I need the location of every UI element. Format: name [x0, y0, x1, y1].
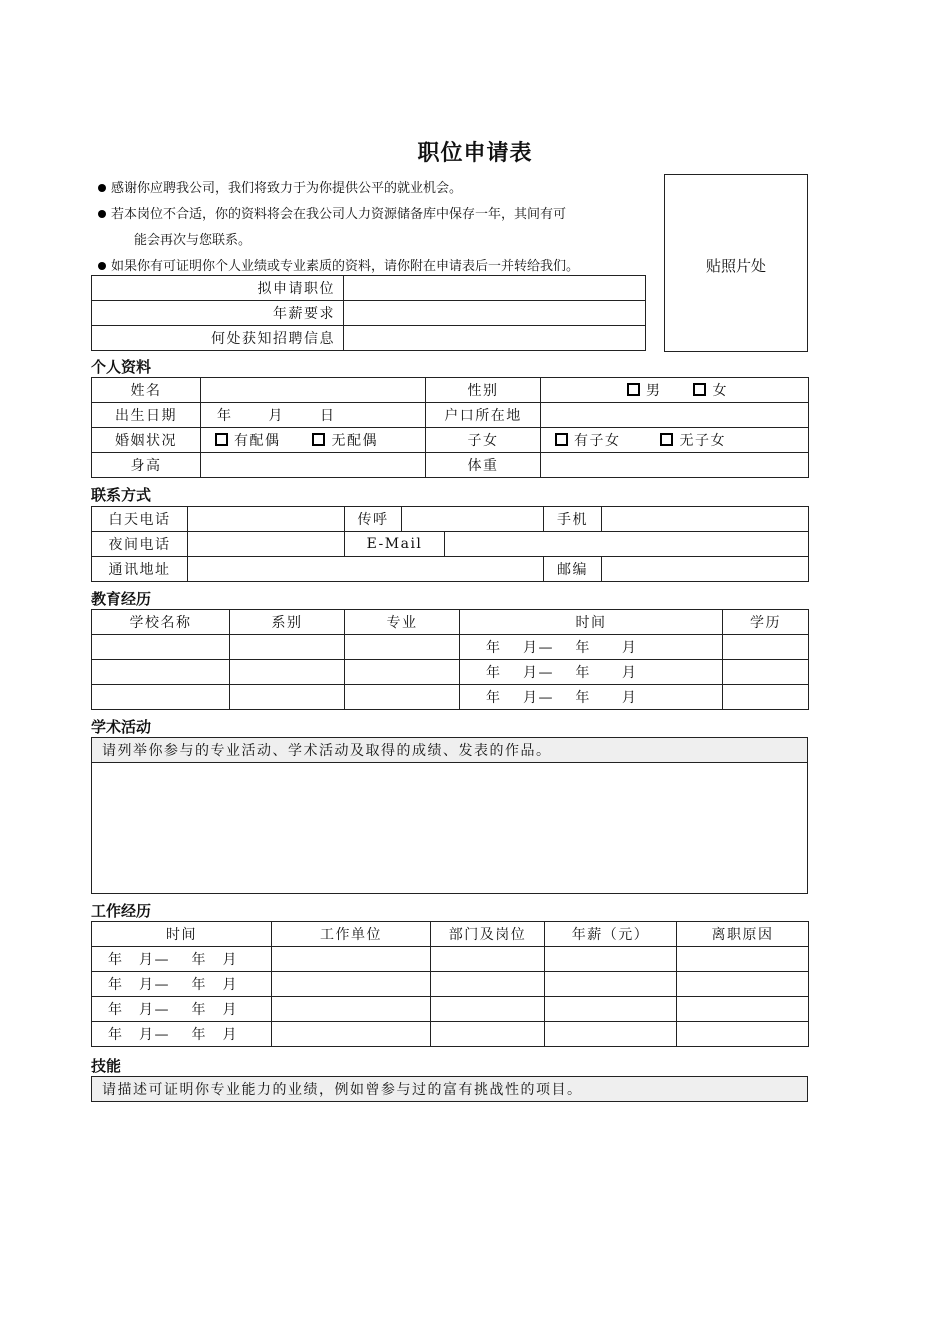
marriage-label: 婚姻状况 — [92, 428, 201, 453]
work-employer-cell[interactable] — [272, 947, 431, 972]
work-employer-cell[interactable] — [272, 997, 431, 1022]
name-field[interactable] — [201, 378, 426, 403]
female-label: 女 — [712, 383, 728, 399]
table-row — [92, 972, 809, 997]
gender-label: 性别 — [426, 378, 541, 403]
male-checkbox[interactable] — [627, 383, 640, 396]
table-row — [92, 635, 809, 660]
table-row — [92, 660, 809, 685]
edu-school-cell[interactable] — [92, 635, 230, 660]
edu-dept-cell[interactable] — [230, 660, 345, 685]
work-reason-cell[interactable] — [677, 1022, 809, 1047]
intro-note-2-cont: 能会再次与您联系。 — [134, 233, 252, 248]
edu-degree-cell[interactable] — [723, 685, 809, 710]
source-label: 何处获知招聘信息 — [92, 326, 344, 351]
pager-field[interactable] — [402, 507, 544, 532]
female-checkbox[interactable] — [693, 383, 706, 396]
edu-header-time: 时间 — [460, 610, 723, 635]
work-header-reason: 离职原因 — [677, 922, 809, 947]
postcode-label: 邮编 — [544, 557, 602, 582]
marriage-field — [201, 428, 426, 453]
male-label: 男 — [646, 383, 662, 399]
height-label: 身高 — [92, 453, 201, 478]
table-row — [92, 1022, 809, 1047]
work-employer-cell[interactable] — [272, 1022, 431, 1047]
address-field[interactable] — [188, 557, 544, 582]
work-header-position: 部门及岗位 — [431, 922, 545, 947]
work-time-cell[interactable]: 年 月— 年 月 — [92, 947, 272, 972]
work-position-cell[interactable] — [431, 997, 545, 1022]
birth-year: 年 — [217, 408, 233, 424]
hukou-label: 户口所在地 — [426, 403, 541, 428]
mobile-label: 手机 — [544, 507, 602, 532]
single-checkbox[interactable] — [312, 433, 325, 446]
edu-dept-cell[interactable] — [230, 635, 345, 660]
edu-header-department: 系别 — [230, 610, 345, 635]
photo-box[interactable] — [664, 174, 808, 352]
work-salary-cell[interactable] — [545, 947, 677, 972]
work-time-cell[interactable]: 年 月— 年 月 — [92, 997, 272, 1022]
photo-label: 贴照片处 — [705, 257, 766, 275]
email-label: E-Mail — [345, 532, 445, 557]
personal-table — [91, 377, 809, 478]
edu-dept-cell[interactable] — [230, 685, 345, 710]
edu-major-cell[interactable] — [345, 685, 460, 710]
education-table — [91, 609, 809, 710]
work-salary-cell[interactable] — [545, 1022, 677, 1047]
skills-heading: 技能 — [91, 1057, 122, 1075]
edu-school-cell[interactable] — [92, 660, 230, 685]
work-reason-cell[interactable] — [677, 972, 809, 997]
position-field[interactable] — [344, 276, 646, 301]
children-label: 子女 — [426, 428, 541, 453]
night-phone-label: 夜间电话 — [92, 532, 188, 557]
table-row — [92, 685, 809, 710]
skills-table — [91, 1076, 808, 1102]
has-children-checkbox[interactable] — [555, 433, 568, 446]
skills-prompt[interactable]: 请描述可证明你专业能力的业绩，例如曾参与过的富有挑战性的项目。 — [92, 1077, 808, 1102]
intro-notes — [98, 176, 658, 280]
work-time-cell[interactable]: 年 月— 年 月 — [92, 972, 272, 997]
intro-note-1: 感谢你应聘我公司，我们将致力于为你提供公平的就业机会。 — [98, 176, 658, 202]
academic-heading: 学术活动 — [91, 718, 152, 736]
has-children-label: 有子女 — [574, 433, 621, 449]
edu-major-cell[interactable] — [345, 660, 460, 685]
edu-degree-cell[interactable] — [723, 660, 809, 685]
edu-time-cell[interactable]: 年 月— 年 月 — [460, 685, 723, 710]
work-position-cell[interactable] — [431, 947, 545, 972]
work-reason-cell[interactable] — [677, 997, 809, 1022]
edu-time-cell[interactable]: 年 月— 年 月 — [460, 635, 723, 660]
birth-month: 月 — [268, 408, 284, 424]
work-time-cell[interactable]: 年 月— 年 月 — [92, 1022, 272, 1047]
work-position-cell[interactable] — [431, 1022, 545, 1047]
address-label: 通讯地址 — [92, 557, 188, 582]
edu-header-degree: 学历 — [723, 610, 809, 635]
intro-note-2: 若本岗位不合适，你的资料将会在我公司人力资源储备库中保存一年，其间有可 — [98, 202, 658, 228]
edu-major-cell[interactable] — [345, 635, 460, 660]
edu-header-major: 专业 — [345, 610, 460, 635]
postcode-field[interactable] — [602, 557, 809, 582]
name-label: 姓名 — [92, 378, 201, 403]
work-header-time: 时间 — [92, 922, 272, 947]
single-label: 无配偶 — [331, 433, 378, 449]
application-table — [91, 275, 646, 351]
work-heading: 工作经历 — [91, 902, 152, 920]
pager-label: 传呼 — [345, 507, 402, 532]
height-field[interactable] — [201, 453, 426, 478]
married-checkbox[interactable] — [215, 433, 228, 446]
birth-label: 出生日期 — [92, 403, 201, 428]
bullet-icon — [98, 184, 106, 192]
bullet-icon — [98, 210, 106, 218]
weight-label: 体重 — [426, 453, 541, 478]
edu-school-cell[interactable] — [92, 685, 230, 710]
children-field — [541, 428, 809, 453]
no-children-label: 无子女 — [679, 433, 726, 449]
table-row — [92, 947, 809, 972]
academic-prompt: 请列举你参与的专业活动、学术活动及取得的成绩、发表的作品。 — [92, 738, 808, 763]
academic-table — [91, 737, 808, 894]
hukou-field[interactable] — [541, 403, 809, 428]
married-label: 有配偶 — [234, 433, 281, 449]
work-position-cell[interactable] — [431, 972, 545, 997]
bullet-icon — [98, 262, 106, 270]
work-salary-cell[interactable] — [545, 972, 677, 997]
page-title: 职位申请表 — [417, 141, 533, 166]
weight-field[interactable] — [541, 453, 809, 478]
table-row — [92, 997, 809, 1022]
gender-field — [541, 378, 809, 403]
birth-day: 日 — [320, 408, 336, 424]
academic-field[interactable] — [92, 763, 808, 894]
night-phone-field[interactable] — [188, 532, 345, 557]
source-field[interactable] — [344, 326, 646, 351]
work-employer-cell[interactable] — [272, 972, 431, 997]
salary-label: 年薪要求 — [92, 301, 344, 326]
contact-heading: 联系方式 — [91, 486, 152, 504]
email-field[interactable] — [445, 532, 809, 557]
edu-time-cell[interactable]: 年 月— 年 月 — [460, 660, 723, 685]
work-header-employer: 工作单位 — [272, 922, 431, 947]
personal-heading: 个人资料 — [91, 358, 152, 376]
education-heading: 教育经历 — [91, 590, 152, 608]
no-children-checkbox[interactable] — [660, 433, 673, 446]
work-table — [91, 921, 809, 1047]
contact-table — [91, 506, 809, 582]
intro-note-3: 如果你有可证明你个人业绩或专业素质的资料，请你附在申请表后一并转给我们。 — [98, 254, 658, 280]
day-phone-field[interactable] — [188, 507, 345, 532]
edu-header-school: 学校名称 — [92, 610, 230, 635]
mobile-field[interactable] — [602, 507, 809, 532]
day-phone-label: 白天电话 — [92, 507, 188, 532]
salary-field[interactable] — [344, 301, 646, 326]
work-salary-cell[interactable] — [545, 997, 677, 1022]
position-label: 拟申请职位 — [92, 276, 344, 301]
work-reason-cell[interactable] — [677, 947, 809, 972]
edu-degree-cell[interactable] — [723, 635, 809, 660]
work-header-salary: 年薪（元） — [545, 922, 677, 947]
birth-field[interactable] — [201, 403, 426, 428]
